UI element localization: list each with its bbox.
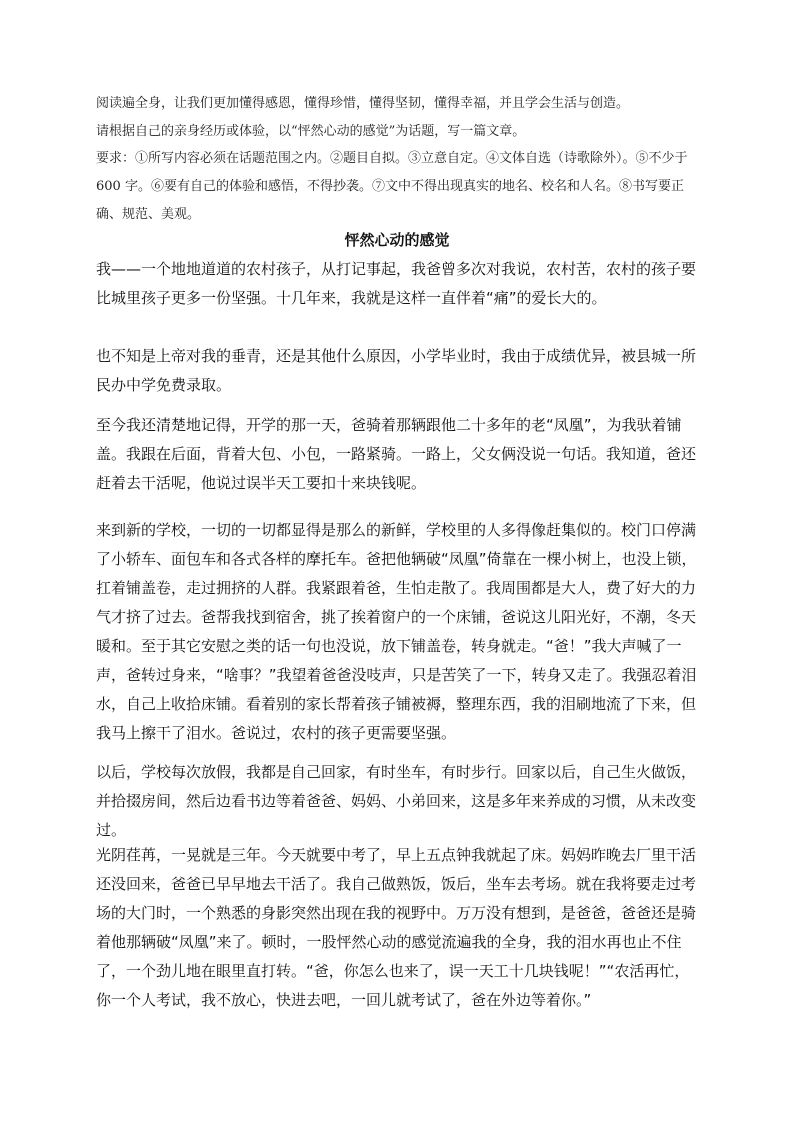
essay-paragraph: 光阴荏苒，一晃就是三年。今天就要中考了，早上五点钟我就起了床。妈妈昨晚去厂里干活还没回来，爸爸已早早地去干活了。我自己做熟饭，饭后，坐车去考场。就在我将要走过考场的大门时，一个熟悉的身影突然出现在我的视野中。万万没有想到，是爸爸，爸爸还是骑着他那辆破“凤凰”来了。顿时，一股怦然心动的感觉流遍我的全身，我的泪水再也止不住了，一个劲儿地在眼里直打转。“爸，你怎么也来了，误一天工十几块钱呢！”“农活再忙，你一个人考试，我不放心，快进去吧，一回儿就考试了，爸在外边等着你。”: [96, 846, 697, 1009]
requirements-text: 要求：①所写内容必须在话题范围之内。②题目自拟。③立意自定。④文体自选（诗歌除外）。⑤不少于 600 字。⑥要有自己的体验和感悟，不得抄袭。⑦文中不得出现真实的地名、校名和人名。⑧书写要正确、规范、美观。: [96, 151, 688, 222]
instruction-line: 请根据自己的亲身经历或体验，以“怦然心动的感觉”为话题，写一篇文章。: [96, 124, 526, 139]
essay-paragraph: 以后，学校每次放假，我都是自己回家，有时坐车，有时步行。回家以后，自己生火做饭，并拾掇房间，然后边看书边等着爸爸、妈妈、小弟回来，这是多年来养成的习惯，从未改变过。: [96, 763, 697, 839]
essay-paragraph: 我——一个地地道道的农村孩子，从打记事起，我爸曾多次对我说，农村苦，农村的孩子要比城里孩子更多一份坚强。十几年来，我就是这样一直伴着“痛”的爱长大的。: [96, 260, 697, 307]
essay-paragraph: 至今我还清楚地记得，开学的那一天，爸骑着那辆跟他二十多年的老“凤凰”，为我驮着铺盖。我跟在后面，背着大包、小包，一路紧骑。一路上，父女俩没说一句话。我知道，爸还赶着去干活呢，他说过误半天工要扣十来块钱呢。: [96, 416, 697, 492]
essay-paragraph: 也不知是上帝对我的垂青，还是其他什么原因，小学毕业时，我由于成绩优异，被县城一所民办中学免费录取。: [96, 347, 697, 394]
instruction-line: 阅读遍全身，让我们更加懂得感恩，懂得珍惜，懂得坚韧，懂得幸福，并且学会生活与创造。: [96, 96, 630, 111]
essay-title: 怦然心动的感觉: [344, 232, 450, 249]
essay-paragraph: 来到新的学校，一切的一切都显得是那么的新鲜，学校里的人多得像赶集似的。校门口停满了小轿车、面包车和各式各样的摩托车。爸把他辆破“凤凰”倚靠在一棵小树上，也没上锁，扛着铺盖卷，走过拥挤的人群。我紧跟着爸，生怕走散了。我周围都是大人，费了好大的力气才挤了过去。爸帮我找到宿舍，挑了挨着窗户的一个床铺，爸说这儿阳光好，不潮，冬天暖和。至于其它安慰之类的话一句也没说，放下铺盖卷，转身就走。“爸！”我大声喊了一声，爸转过身来，“啥事？”我望着爸爸没吱声，只是苦笑了一下，转身又走了。我强忍着泪水，自己上收拾床铺。看着别的家长帮着孩子铺被褥，整理东西，我的泪刷地流了下来，但我马上擦干了泪水。爸说过，农村的孩子更需要坚强。: [96, 521, 697, 742]
